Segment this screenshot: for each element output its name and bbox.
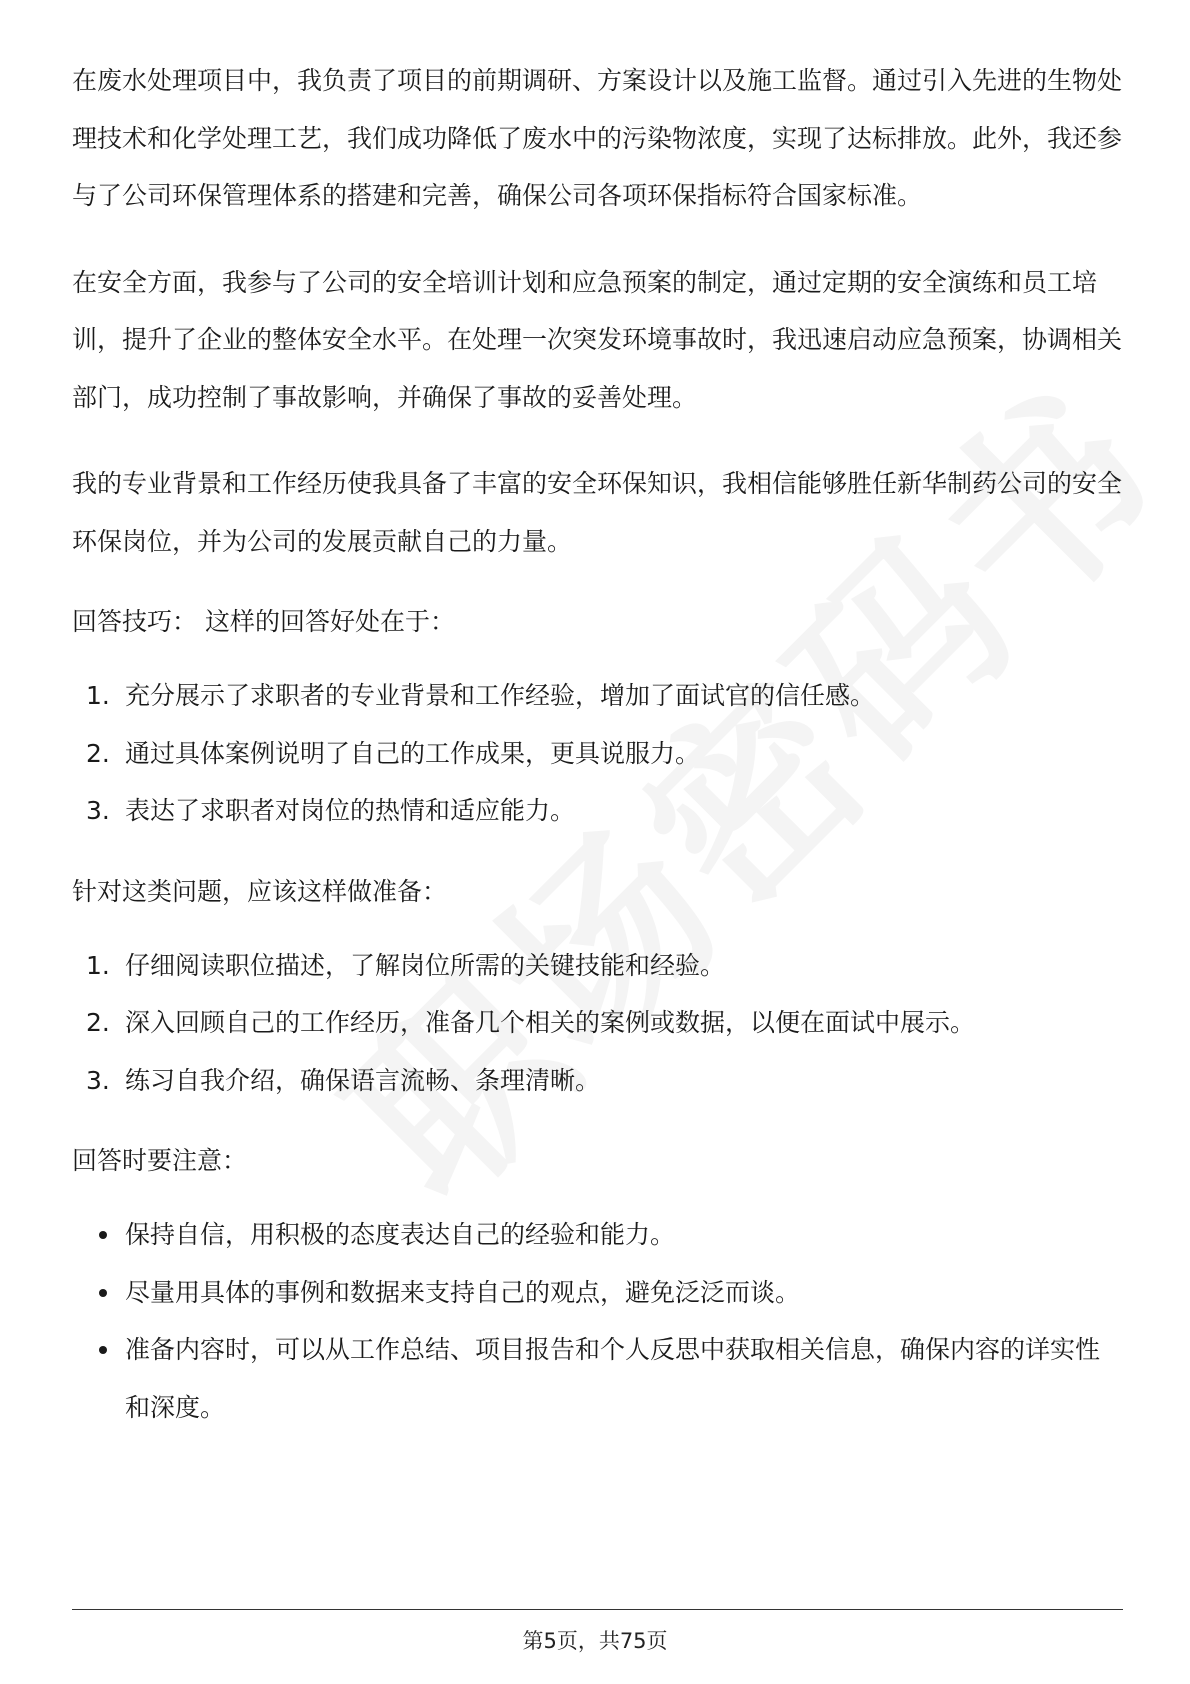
- bullet-item: 保持自信，用积极的态度表达自己的经验和能力。: [72, 1206, 1122, 1264]
- list-number: 2.: [86, 1008, 110, 1037]
- notes-list: [72, 1206, 1122, 1436]
- paragraph-safety: 在安全方面，我参与了公司的安全培训计划和应急预案的制定，通过定期的安全演练和员工培训，提升了企业的整体安全水平。在处理一次突发环境事故时，我迅速启动应急预案，协调相关部门，成功控制了事故影响，并确保了事故的妥善处理。: [72, 267, 1123, 412]
- list-item: [72, 782, 1122, 840]
- tips-list: [72, 667, 1122, 840]
- preparation-list: [72, 937, 1122, 1110]
- list-item: [72, 1052, 1122, 1110]
- list-number: 3.: [86, 1065, 110, 1095]
- list-item: [72, 667, 1122, 725]
- bullet-item: 准备内容时，可以从工作总结、项目报告和个人反思中获取相关信息，确保内容的详实性和深度。: [72, 1321, 1122, 1436]
- page-number: 第5页，共75页: [522, 1629, 668, 1653]
- list-number: 1.: [86, 950, 110, 980]
- list-item-text: 充分展示了求职者的专业背景和工作经验，增加了面试官的信任感。: [125, 681, 876, 710]
- list-number: 1.: [86, 681, 110, 710]
- tips-heading: 回答技巧： 这样的回答好处在于：: [72, 607, 455, 636]
- list-item-text: 通过具体案例说明了自己的工作成果，更具说服力。: [125, 738, 701, 768]
- footer-divider: [72, 1609, 1123, 1610]
- bullet-item: 尽量用具体的事例和数据来支持自己的观点，避免泛泛而谈。: [72, 1264, 1122, 1322]
- list-number: 3.: [86, 796, 110, 825]
- list-item: [72, 937, 1122, 995]
- preparation-heading: 针对这类问题，应该这样做准备：: [72, 876, 448, 906]
- list-item-text: 练习自我介绍，确保语言流畅、条理清晰。: [125, 1065, 601, 1095]
- list-item: [72, 994, 1122, 1052]
- list-number: 2.: [86, 738, 110, 768]
- list-item: [72, 725, 1122, 783]
- list-item-text: 深入回顾自己的工作经历，准备几个相关的案例或数据，以便在面试中展示。: [125, 1008, 976, 1037]
- notes-heading: 回答时要注意：: [72, 1146, 248, 1175]
- page-content: [72, 52, 1122, 1436]
- paragraph-background: 我的专业背景和工作经历使我具备了丰富的安全环保知识，我相信能够胜任新华制药公司的安全环保岗位，并为公司的发展贡献自己的力量。: [72, 469, 1123, 556]
- list-item-text: 表达了求职者对岗位的热情和适应能力。: [125, 796, 576, 825]
- paragraph-wastewater: 在废水处理项目中，我负责了项目的前期调研、方案设计以及施工监督。通过引入先进的生物处理技术和化学处理工艺，我们成功降低了废水中的污染物浓度，实现了达标排放。此外，我还参与了公司环保管理体系的搭建和完善，确保公司各项环保指标符合国家标准。: [72, 66, 1123, 210]
- list-item-text: 仔细阅读职位描述，了解岗位所需的关键技能和经验。: [125, 950, 726, 980]
